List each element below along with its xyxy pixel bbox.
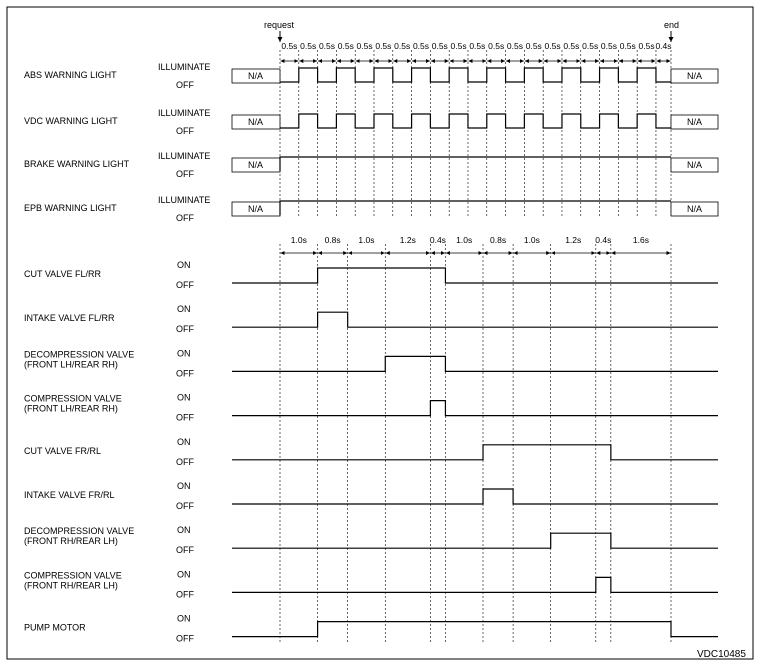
interval-label-top: 0.5s xyxy=(318,41,336,51)
interval-label-top: 0.5s xyxy=(281,41,298,51)
valve-state-on: ON xyxy=(177,260,191,270)
interval-label-bottom: 1.6s xyxy=(632,235,649,245)
valve-signal-name: INTAKE VALVE FL/RR xyxy=(24,313,115,324)
valve-signal-name: DECOMPRESSION VALVE xyxy=(24,526,135,537)
valve-state-on: ON xyxy=(177,613,191,624)
interval-label-top: 0.5s xyxy=(544,41,561,51)
valve-waveform xyxy=(232,445,718,460)
lamp-signal-name: BRAKE WARNING LIGHT xyxy=(24,159,130,169)
interval-label-top: 0.4s xyxy=(655,41,672,51)
valve-signal-name: PUMP MOTOR xyxy=(24,622,86,633)
lamp-waveform xyxy=(280,114,671,128)
interval-label-bottom: 1.0s xyxy=(358,235,375,245)
na-right: N/A xyxy=(687,160,703,170)
lamp-signal-name: ABS WARNING LIGHT xyxy=(24,70,117,80)
lamp-waveform xyxy=(280,201,671,215)
valve-state-on: ON xyxy=(177,436,191,447)
lamp-state-off: OFF xyxy=(176,213,194,223)
interval-label-top: 0.5s xyxy=(450,41,467,51)
figure-id: VDC10485 xyxy=(697,649,746,660)
interval-label-bottom: 1.0s xyxy=(456,235,473,245)
valve-signal-name: COMPRESSION VALVE xyxy=(24,570,122,581)
interval-label-bottom: 0.8s xyxy=(490,235,507,245)
na-right: N/A xyxy=(687,117,703,127)
lamp-state-on: ILLUMINATE xyxy=(158,62,211,72)
interval-label-bottom: 1.0s xyxy=(523,235,540,245)
valve-state-on: ON xyxy=(177,304,191,315)
valve-signal-name-sub: (FRONT LH/REAR RH) xyxy=(24,359,118,370)
valve-state-on: ON xyxy=(177,569,191,580)
interval-label-top: 0.5s xyxy=(375,41,392,51)
lamp-state-off: OFF xyxy=(176,126,194,136)
valve-state-off: OFF xyxy=(176,456,194,467)
na-right: N/A xyxy=(687,204,703,214)
valve-waveform xyxy=(232,356,718,371)
interval-label-top: 0.5s xyxy=(394,41,411,51)
valve-waveform xyxy=(232,533,718,548)
lamp-signal-name: VDC WARNING LIGHT xyxy=(24,116,118,126)
valve-state-off: OFF xyxy=(176,280,194,290)
valve-waveform xyxy=(232,622,718,637)
valve-state-on: ON xyxy=(177,481,191,491)
valve-signal-name: CUT VALVE FL/RR xyxy=(24,269,102,279)
na-left: N/A xyxy=(248,71,264,81)
lamp-state-on: ILLUMINATE xyxy=(158,195,211,205)
valve-state-on: ON xyxy=(177,525,191,536)
valve-signal-name: CUT VALVE FR/RL xyxy=(24,445,102,456)
end-label: end xyxy=(664,20,680,30)
interval-label-top: 0.5s xyxy=(525,41,542,51)
lamp-signal-name: EPB WARNING LIGHT xyxy=(24,203,117,213)
lamp-waveform xyxy=(280,68,671,82)
valve-state-on: ON xyxy=(177,392,191,403)
lamp-state-off: OFF xyxy=(176,169,194,179)
interval-label-top: 0.5s xyxy=(563,41,580,51)
valve-waveform xyxy=(232,577,718,592)
interval-label-top: 0.5s xyxy=(506,41,524,51)
valve-state-on: ON xyxy=(177,348,191,359)
valve-state-off: OFF xyxy=(176,633,194,644)
valve-signal-name-sub: (FRONT RH/REAR LH) xyxy=(24,580,118,591)
interval-label-bottom: 0.8s xyxy=(324,235,341,245)
interval-label-top: 0.5s xyxy=(469,41,486,51)
valve-state-off: OFF xyxy=(176,545,194,556)
interval-label-top: 0.5s xyxy=(638,41,655,51)
na-left: N/A xyxy=(248,204,264,214)
interval-label-top: 0.5s xyxy=(300,41,317,51)
valve-signal-name-sub: (FRONT RH/REAR LH) xyxy=(24,536,118,547)
interval-label-top: 0.5s xyxy=(412,41,430,51)
interval-label-top: 0.5s xyxy=(488,41,505,51)
valve-signal-name: COMPRESSION VALVE xyxy=(24,393,122,404)
valve-signal-name: DECOMPRESSION VALVE xyxy=(24,349,135,360)
valve-signal-name: INTAKE VALVE FR/RL xyxy=(24,490,115,500)
na-left: N/A xyxy=(248,117,264,127)
outer-frame xyxy=(7,7,753,659)
interval-label-bottom: 1.2s xyxy=(399,235,416,245)
interval-label-bottom: 1.2s xyxy=(565,235,582,245)
valve-waveform xyxy=(232,312,718,327)
lamp-state-on: ILLUMINATE xyxy=(158,108,211,118)
lamp-state-on: ILLUMINATE xyxy=(158,151,211,161)
na-left: N/A xyxy=(248,160,264,170)
valve-waveform xyxy=(232,268,718,283)
interval-label-bottom: 0.4s xyxy=(595,235,612,245)
valve-state-off: OFF xyxy=(176,324,194,335)
valve-state-off: OFF xyxy=(176,589,194,600)
valve-waveform xyxy=(232,401,718,416)
interval-label-top: 0.5s xyxy=(600,41,618,51)
interval-label-bottom: 0.4s xyxy=(429,235,446,245)
interval-label-top: 0.5s xyxy=(582,41,599,51)
interval-label-top: 0.5s xyxy=(619,41,636,51)
interval-label-bottom: 1.0s xyxy=(290,235,307,245)
request-label: request xyxy=(264,20,295,30)
na-right: N/A xyxy=(687,71,703,81)
valve-state-off: OFF xyxy=(176,412,194,423)
interval-label-top: 0.5s xyxy=(356,41,373,51)
interval-label-top: 0.5s xyxy=(431,41,448,51)
valve-state-off: OFF xyxy=(176,501,194,511)
valve-state-off: OFF xyxy=(176,368,194,379)
valve-signal-name-sub: (FRONT LH/REAR RH) xyxy=(24,403,118,414)
interval-label-top: 0.5s xyxy=(337,41,354,51)
lamp-waveform xyxy=(280,157,671,171)
lamp-state-off: OFF xyxy=(176,80,194,90)
valve-waveform xyxy=(232,489,718,504)
